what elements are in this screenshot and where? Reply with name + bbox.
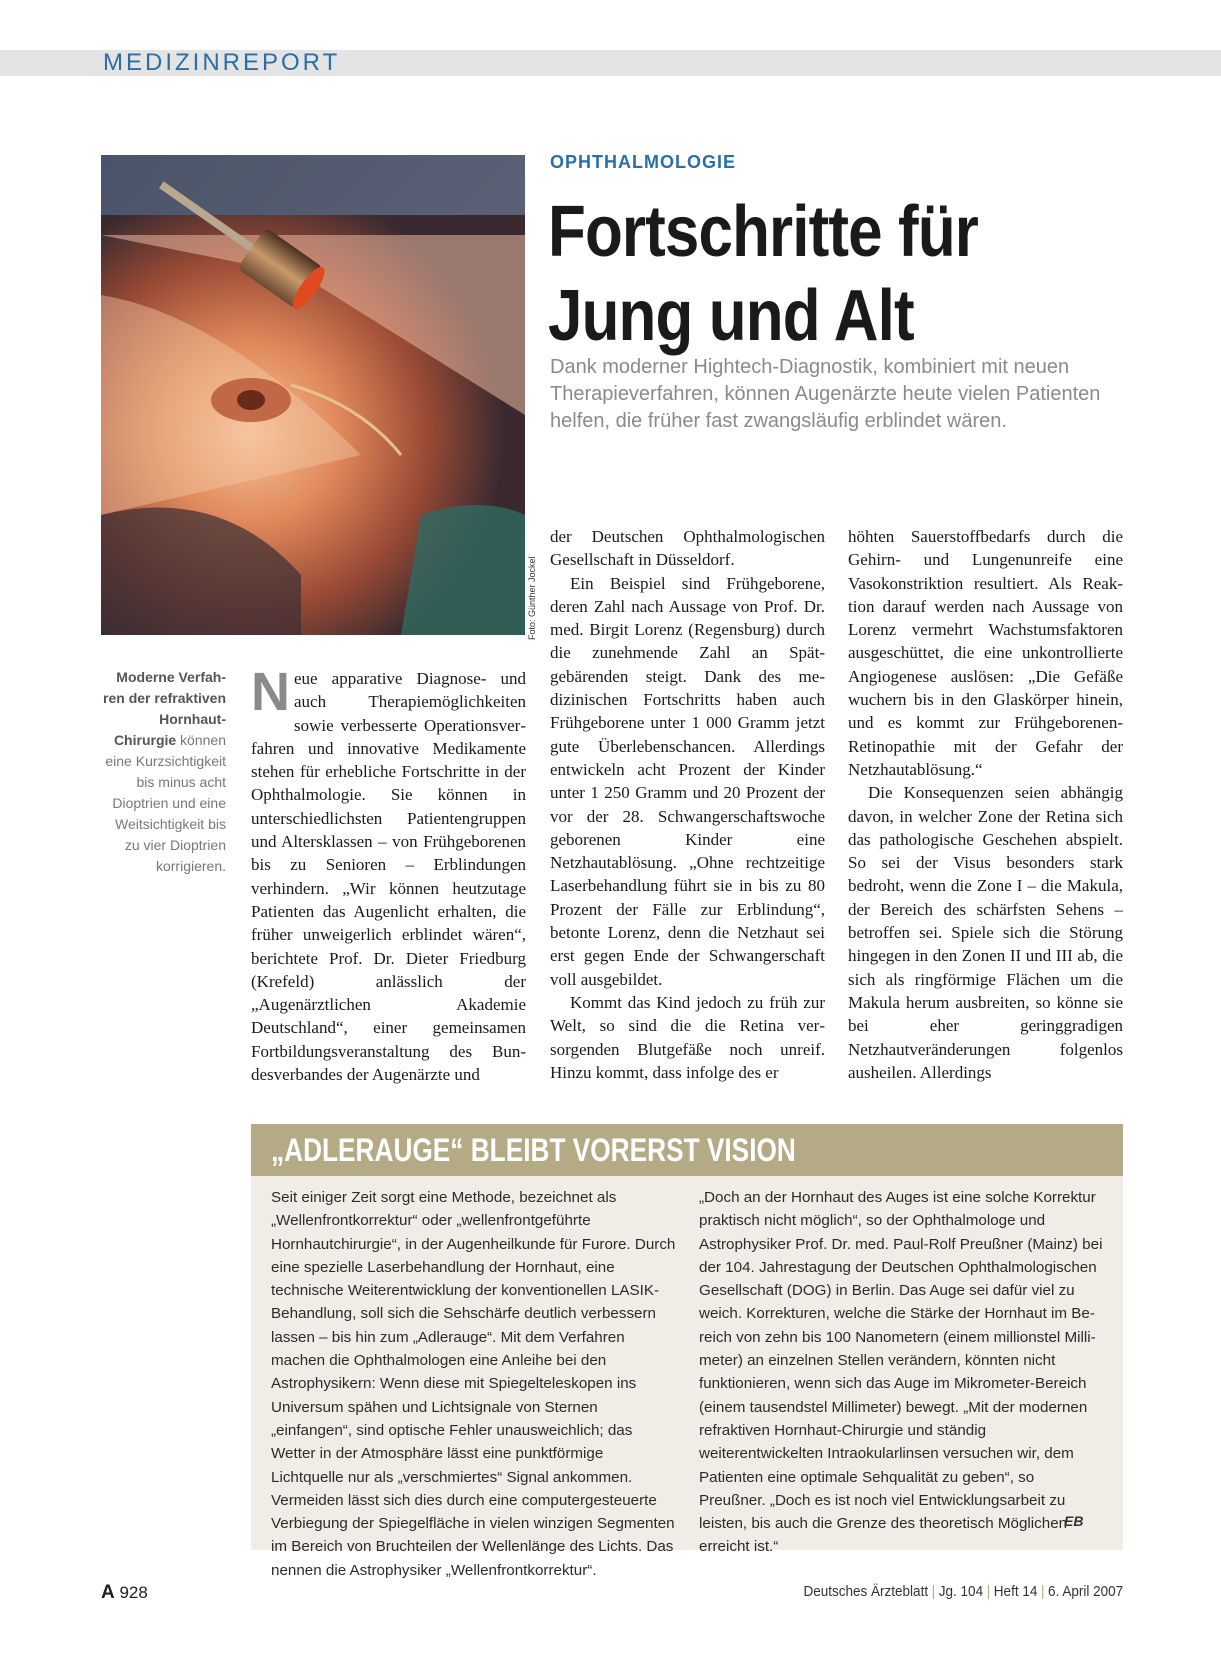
info-box-header (251, 1124, 1123, 1176)
article-column-2 (550, 525, 825, 1084)
info-box-title: „ADLERAUGE“ BLEIBT VORERST VISION (271, 1132, 796, 1168)
drop-cap: N (251, 662, 290, 722)
page-number: A 928 (101, 1582, 148, 1603)
author-signature: EB (1064, 1513, 1084, 1529)
volume: Jg. 104 (938, 1583, 983, 1600)
article-paragraph: Neue apparative Diagnose- und auch Therapiemöglichkeiten sowie verbesserte Operationsverfahren und innovative Medikamente stehen für erhebliche Fortschritte in der Ophthalmologie. Sie können in unterschiedlichsten Patientengruppen und Altersklassen – von Frühgeborenen bis zu Senioren – Erblindungen verhindern. „Wir können heutzutage Patienten das Augenlicht erhalten, die früher unweigerlich erblindet wären“, berichtete Prof. Dr. Dieter Friedburg (Krefeld) anlässlich der „Augenärztlichen Akademie Deutschland“, einer gemeinsamen Fortbildungsveranstaltung des Bundesverbandes der Augenärzte und (251, 662, 526, 1085)
caption-text: können eine Kurzsichtigkeit bis minus acht Dioptrien und eine Weitsichtigkeit bis zu vier Dioptrien korrigieren. (105, 732, 226, 874)
article-title (548, 190, 1098, 358)
issue-date: 6. April 2007 (1047, 1583, 1123, 1600)
title-line-2: Jung und Alt (548, 276, 914, 356)
article-paragraph: Kommt das Kind jedoch zu früh zur Welt, so sind die die Retina versorgenden Blutgefäße noch unreif. Hinzu kommt, dass infolge des er (550, 992, 825, 1082)
article-paragraph: höhten Sauerstoffbedarfs durch die Gehirn- und Lungenunreife eine Vasokonstriktion resultiert. Als Reaktion darauf werden nach Aussage von Lorenz vermehrt Wachstumsfaktoren ausgeschüttet, die eine unkontrollierte Angiogenese auslösen: „Die Gefäße wuchern bis in den Glaskörper hinein, und es kommt zur Frühgeborenen-Retinopathie mit der Gefahr der Netzhautablösung.“ (848, 527, 1123, 779)
journal-name: Deutsches Ärzteblatt (803, 1583, 928, 1600)
section-label: MEDIZINREPORT (103, 49, 341, 76)
article-kicker: OPHTHALMOLOGIE (550, 152, 736, 172)
info-box-paragraph: „Doch an der Hornhaut des Auges ist eine solche Korrektur praktisch nicht möglich“, so der Ophthalmologe und Astrophysiker Prof. Dr. med. Paul-Rolf Preußner (Mainz) bei der 104. Jahrestagung der Deutschen Ophthalmologischen Gesellschaft (DOG) in Berlin. Das Auge sei dafür viel zu weich. Korrekturen, welche die Stärke der Hornhaut im Bereich von zehn bis 100 Nanometern (einem millionstel Millimeter) an einzelnen Stellen verändern, könnten nicht funktionieren, wenn sich das Auge im Mikrometer-Bereich (einem tausendstel Millimeter) bewegt. „Mit der modernen refraktiven Hornhaut-Chirurgie und ständig weiterentwickelten Intraokularlinsen versuchen wir, dem Patienten eine optimale Sehqualität zu geben“, so Preußner. „Doch es ist noch viel Entwicklungsarbeit zu leisten, bis auch die Grenze des theoretisch Möglichen erreicht ist.“ (699, 1189, 1103, 1556)
info-box-column-1 (271, 1186, 676, 1582)
article-paragraph: Die Konsequenzen seien abhängig davon, in welcher Zone der Retina sich das pathologische Geschehen abspielt. So sei der Visus besonders stark bedroht, wenn die Zone I – die Makula, der Bereich des schärfsten Sehens – betroffen sei. Spiele sich die Störung hingegen in den Zonen II und III ab, die sich als ringförmige Flächen um die Makula herum ausbreiten, so könne sie bei eher geringgradigen Netzhautveränderungen folgenlos ausheilen. Allerdings (848, 783, 1123, 1082)
info-box (251, 1124, 1123, 1579)
article-column-3 (848, 525, 1123, 1084)
article-paragraph: Ein Beispiel sind Frühgeborene, deren Zahl nach Aussage von Prof. Dr. med. Birgit Lorenz (Regensburg) durch die zunehmende Zahl an Spätgebärenden steigt. Dank des medizinischen Fortschritts haben auch Frühgeborene unter 1 000 Gramm jetzt gute Überlebenschancen. Allerdings entwickeln acht Prozent der Kinder unter 1 250 Gramm und 20 Prozent der vor der 28. Schwangerschaftswoche geborenen Kinder eine Netzhautablösung. „Ohne rechtzeitige Laserbehandlung führt sie in bis zu 80 Prozent der Fälle zur Erblindung“, betonte Lorenz, denn die Netzhaut sei erst gegen Ende der Schwangerschaft voll ausgebildet. (550, 573, 825, 989)
article-column-1 (251, 662, 526, 1086)
info-box-paragraph: Seit einiger Zeit sorgt eine Methode, bezeichnet als „Wellenfrontkorrektur“ oder „wellenfrontgeführte Hornhautchirurgie“, in der Augenheilkunde für Furore. Durch eine spezielle Laserbehandlung der Hornhaut, eine technische Weiterentwicklung der konventionellen LASIK-Behandlung, soll sich die Sehschärfe deutlich verbessern lassen – bis hin zum „Adlerauge“. Mit dem Verfahren machen die Ophthalmologen eine Anleihe bei den Astrophysikern: Wenn diese mit Spiegelteleskopen ins Universum spähen und Lichtsignale von Sternen „einfangen“, sind optische Fehler unausweichlich; das Wetter in der Atmosphäre lässt eine punktförmige Lichtquelle nur als „verschmiertes“ Signal ankommen. Vermeiden lässt sich dies durch eine computergesteuerte Verbiegung der Spiegelfläche in vielen winzigen Segmenten im Bereich von Bruchteilen der Wellenlänge des Lichts. Das nennen die Astrophysiker „Wellenfrontkorrektur“. (271, 1189, 676, 1579)
info-box-column-2 (699, 1186, 1104, 1559)
article-paragraph: der Deutschen Ophthalmologischen Gesellschaft in Düsseldorf. (550, 527, 825, 570)
footer-citation: Deutsches Ärzteblatt | Jg. 104 | Heft 14 | 6. April 2007 (803, 1583, 1123, 1600)
caption-bold: Moderne Verfahren der refraktiven Hornhaut-Chirurgie (103, 669, 226, 748)
photo-credit: Foto: Günther Jockel (527, 556, 537, 640)
article-lead: Dank moderner Hightech-Diagnostik, kombiniert mit neuen Therapieverfahren, können Augenärzte heute vielen Patienten helfen, die früher fast zwangsläufig erblindet wären. (550, 356, 1101, 432)
article-photo (101, 155, 525, 635)
issue: Heft 14 (993, 1583, 1038, 1600)
title-line-1: Fortschritte für (548, 192, 979, 272)
photo-caption (100, 667, 226, 877)
